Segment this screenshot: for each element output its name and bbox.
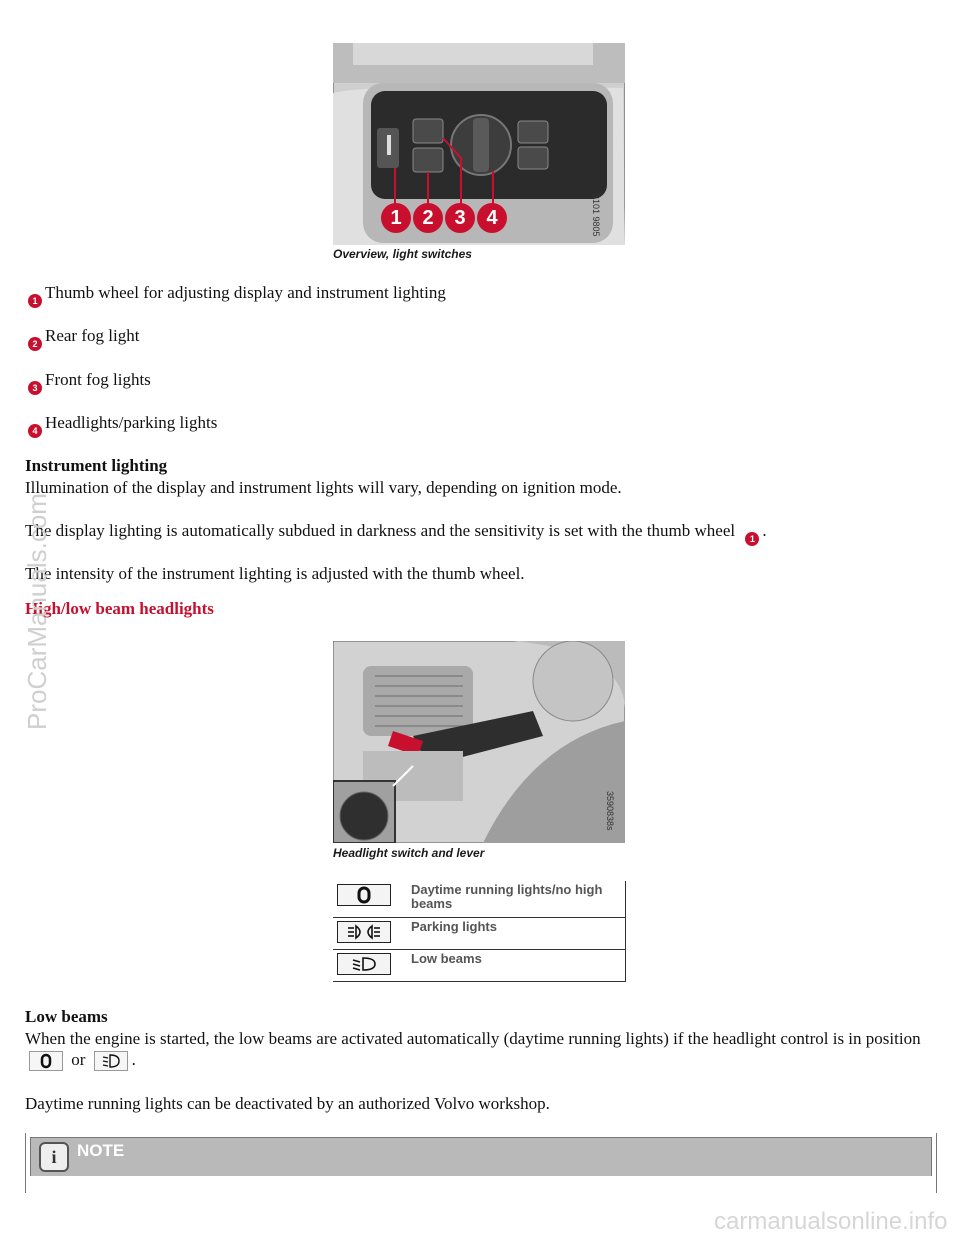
figure-code: S101 9805: [591, 193, 601, 237]
paragraph-end: .: [131, 1050, 136, 1069]
figure-caption-overview: Overview, light switches: [333, 247, 472, 261]
number-badge-2: 2: [28, 337, 42, 351]
switch-label: Parking lights: [407, 917, 626, 949]
switch-positions-table: [333, 881, 626, 982]
note-label: NOTE: [77, 1141, 125, 1160]
paragraph: Daytime running lights can be deactivated by an authorized Volvo workshop.: [25, 1094, 550, 1113]
table-row: [333, 881, 626, 917]
list-item: [28, 326, 139, 351]
paragraph: The intensity of the instrument lighting is adjusted with the thumb wheel.: [25, 564, 525, 583]
note-box: [25, 1133, 937, 1193]
figure-code: 3590838s: [605, 791, 615, 831]
paragraph: [25, 520, 767, 546]
side-watermark: ProCarManuals.com: [22, 493, 52, 730]
paragraph-text: When the engine is started, the low beams are activated automatically (daytime running lights) if the headlight control is in position: [25, 1029, 921, 1048]
figure-callouts: [381, 203, 507, 233]
list-item: [28, 413, 217, 438]
switch-label: Daytime running lights/no high beams: [407, 881, 626, 917]
number-badge-3: 3: [28, 381, 42, 395]
table-row: [333, 949, 626, 981]
callout-4: 4: [477, 203, 507, 233]
paragraph-text: The display lighting is automatically subdued in darkness and the sensitivity is set with the thumb wheel: [25, 521, 736, 540]
paragraph: Illumination of the display and instrument lights will vary, depending on ignition mode.: [25, 478, 622, 497]
info-icon: i: [39, 1142, 69, 1172]
paragraph-end: .: [762, 521, 767, 540]
daytime-running-icon: [337, 884, 391, 906]
list-item-text: Front fog lights: [45, 370, 151, 389]
number-badge-4: 4: [28, 424, 42, 438]
note-header: [30, 1137, 932, 1176]
section-heading-instrument: Instrument lighting: [25, 456, 168, 475]
daytime-running-inline-icon: [29, 1051, 63, 1071]
figure-caption-lever: Headlight switch and lever: [333, 846, 485, 860]
parking-lights-icon: [337, 921, 391, 943]
callout-2: 2: [413, 203, 443, 233]
low-beams-icon: [337, 953, 391, 975]
list-item: [28, 370, 151, 395]
headlight-lever-image: [333, 641, 625, 843]
switch-label: Low beams: [407, 949, 626, 981]
table-row: [333, 917, 626, 949]
section-heading-low-beams: Low beams: [25, 1007, 108, 1026]
number-badge-1-inline: 1: [745, 532, 759, 546]
beam-heading-link[interactable]: High/low beam headlights: [25, 599, 214, 618]
low-beams-inline-icon: [94, 1051, 128, 1071]
callout-1: 1: [381, 203, 411, 233]
paragraph: [25, 1028, 935, 1071]
bottom-watermark: carmanualsonline.info: [714, 1208, 948, 1235]
list-item-text: Rear fog light: [45, 326, 140, 345]
list-item-text: Headlights/parking lights: [45, 413, 218, 432]
figure-light-switches: [333, 43, 625, 245]
list-item-text: Thumb wheel for adjusting display and instrument lighting: [45, 283, 446, 302]
figure-headlight-lever: [333, 641, 625, 843]
number-badge-1: 1: [28, 294, 42, 308]
paragraph-or: or: [71, 1050, 86, 1069]
list-item: [28, 283, 446, 308]
callout-3: 3: [445, 203, 475, 233]
